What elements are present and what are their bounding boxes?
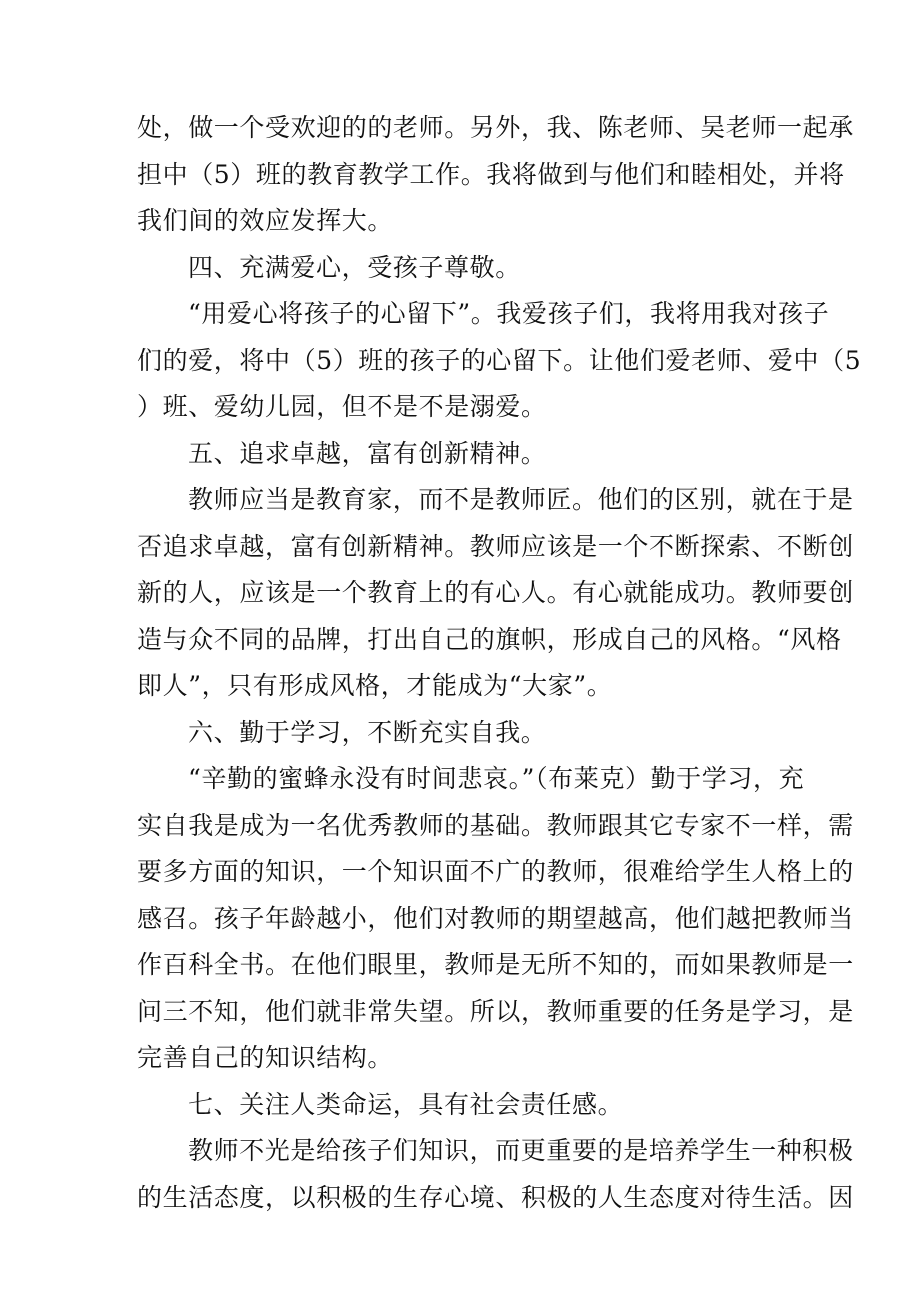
text-line: 即人”，只有形成风格，才能成为“大家”。 bbox=[137, 671, 613, 700]
text-line: 新的人，应该是一个教育上的有心人。有心就能成功。教师要创 bbox=[137, 578, 854, 607]
text-line: 感召。孩子年龄越小，他们对教师的期望越高，他们越把教师当 bbox=[137, 903, 854, 933]
text-line: 我们间的效应发挥大。 bbox=[137, 206, 394, 235]
text-line: ）班、爱幼儿园，但不是不是溺爱。 bbox=[137, 392, 547, 421]
text-line: 教师应当是教育家，而不是教师匠。他们的区别，就在于是 bbox=[188, 485, 854, 514]
text-line: 造与众不同的品牌，打出自己的旗帜，形成自己的风格。“风格 bbox=[137, 624, 842, 654]
text-line: 六、勤于学习，不断充实自我。 bbox=[188, 717, 547, 747]
text-line: 七、关注人类命运，具有社会责任感。 bbox=[188, 1089, 624, 1119]
text-line: 教师不光是给孩子们知识，而更重要的是培养学生一种积极 bbox=[188, 1136, 854, 1165]
text-line: 完善自己的知识结构。 bbox=[137, 1043, 394, 1072]
text-line: 实自我是成为一名优秀教师的基础。教师跟其它专家不一样，需 bbox=[137, 810, 854, 840]
text-line: 们的爱，将中（5）班的孩子的心留下。让他们爱老师、爱中（5 bbox=[137, 345, 862, 375]
text-line: “用爱心将孩子的心留下”。我爱孩子们，我将用我对孩子 bbox=[188, 299, 830, 328]
document-body bbox=[137, 105, 862, 1221]
text-line: “辛勤的蜜蜂永没有时间悲哀。”（布莱克）勤于学习，充 bbox=[188, 764, 805, 793]
text-line: 四、充满爱心，受孩子尊敬。 bbox=[188, 252, 521, 282]
text-line: 问三不知，他们就非常失望。所以，教师重要的任务是学习，是 bbox=[137, 996, 854, 1026]
text-line: 担中（5）班的教育教学工作。我将做到与他们和睦相处，并将 bbox=[137, 159, 845, 189]
text-line: 要多方面的知识，一个知识面不广的教师，很难给学生人格上的 bbox=[137, 857, 854, 886]
text-line: 作百科全书。在他们眼里，教师是无所不知的，而如果教师是一 bbox=[137, 950, 854, 979]
text-line: 的生活态度，以积极的生存心境、积极的人生态度对待生活。因 bbox=[137, 1182, 854, 1212]
text-line: 五、追求卓越，富有创新精神。 bbox=[188, 438, 547, 468]
text-line: 处，做一个受欢迎的的老师。另外，我、陈老师、吴老师一起承 bbox=[137, 113, 854, 142]
text-line: 否追求卓越，富有创新精神。教师应该是一个不断探索、不断创 bbox=[137, 531, 854, 561]
